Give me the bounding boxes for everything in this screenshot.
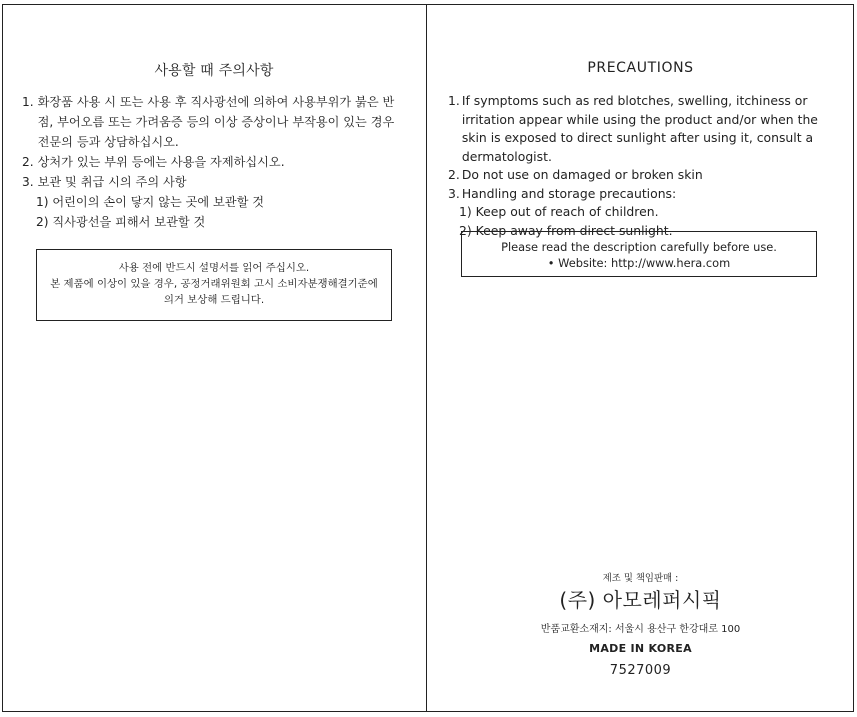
korean-title: 사용할 때 주의사항 xyxy=(154,63,274,79)
website-line: • Website: http://www.hera.com xyxy=(547,256,731,270)
english-title: PRECAUTIONS xyxy=(587,60,694,76)
item-text: If symptoms such as red blotches, swelling, itchiness or irritation appear while using the product and/or when the skin is exposed to direct sunlight after using it, consult a dermatologist. xyxy=(461,93,818,164)
item-text: 상처가 있는 부위 등에는 사용을 자제하십시오. xyxy=(37,155,285,169)
english-precautions-list xyxy=(448,92,828,240)
list-item xyxy=(448,185,828,204)
item-number: 3. xyxy=(448,185,460,201)
item-text: 화장품 사용 시 또는 사용 후 직사광선에 의하여 사용부위가 붉은 반점, 부어오름 또는 가려움증 등의 이상 증상이나 부작용이 있는 경우 전문의 등과 상담하십시오. xyxy=(37,95,395,149)
korean-notice-box xyxy=(36,249,392,321)
sub-item: 2) Keep away from direct sunlight. xyxy=(459,222,673,238)
product-code: 7527009 xyxy=(609,663,672,678)
list-item xyxy=(22,152,402,172)
list-item xyxy=(22,92,402,152)
notice-line: 본 제품에 이상이 있을 경우, 공정거래위원회 고시 소비자분쟁해결기준에 의거 보상해 드립니다. xyxy=(50,278,378,306)
notice-line: Please read the description carefully before use. xyxy=(501,240,777,254)
item-number: 1. xyxy=(22,95,34,109)
item-text: 보관 및 취급 시의 주의 사항 xyxy=(37,175,187,189)
english-notice-box xyxy=(461,231,817,277)
korean-panel xyxy=(2,0,426,717)
list-item xyxy=(448,166,828,185)
item-text: Do not use on damaged or broken skin xyxy=(461,167,703,182)
sub-item: 1) 어린이의 손이 닿지 않는 곳에 보관할 것 xyxy=(36,195,264,209)
item-number: 1. xyxy=(448,93,460,108)
list-item xyxy=(448,92,828,166)
made-in-label: MADE IN KOREA xyxy=(589,642,692,655)
sub-item: 2) 직사광선을 피해서 보관할 것 xyxy=(36,215,206,229)
item-number: 3. xyxy=(22,175,34,189)
item-number: 2. xyxy=(22,155,34,169)
manufacturer-label: 제조 및 책임판매 : xyxy=(602,573,679,584)
return-address: 반품교환소재지: 서울시 용산구 한강대로 100 xyxy=(540,624,741,635)
list-item xyxy=(22,172,402,192)
manufacturer-name: (주) 아모레퍼시픽 xyxy=(559,588,722,612)
sub-item: 1) Keep out of reach of children. xyxy=(459,204,659,219)
item-text: Handling and storage precautions: xyxy=(461,185,677,201)
notice-line: 사용 전에 반드시 설명서를 읽어 주십시오. xyxy=(118,262,310,274)
korean-precautions-list xyxy=(22,92,402,232)
item-number: 2. xyxy=(448,167,460,182)
